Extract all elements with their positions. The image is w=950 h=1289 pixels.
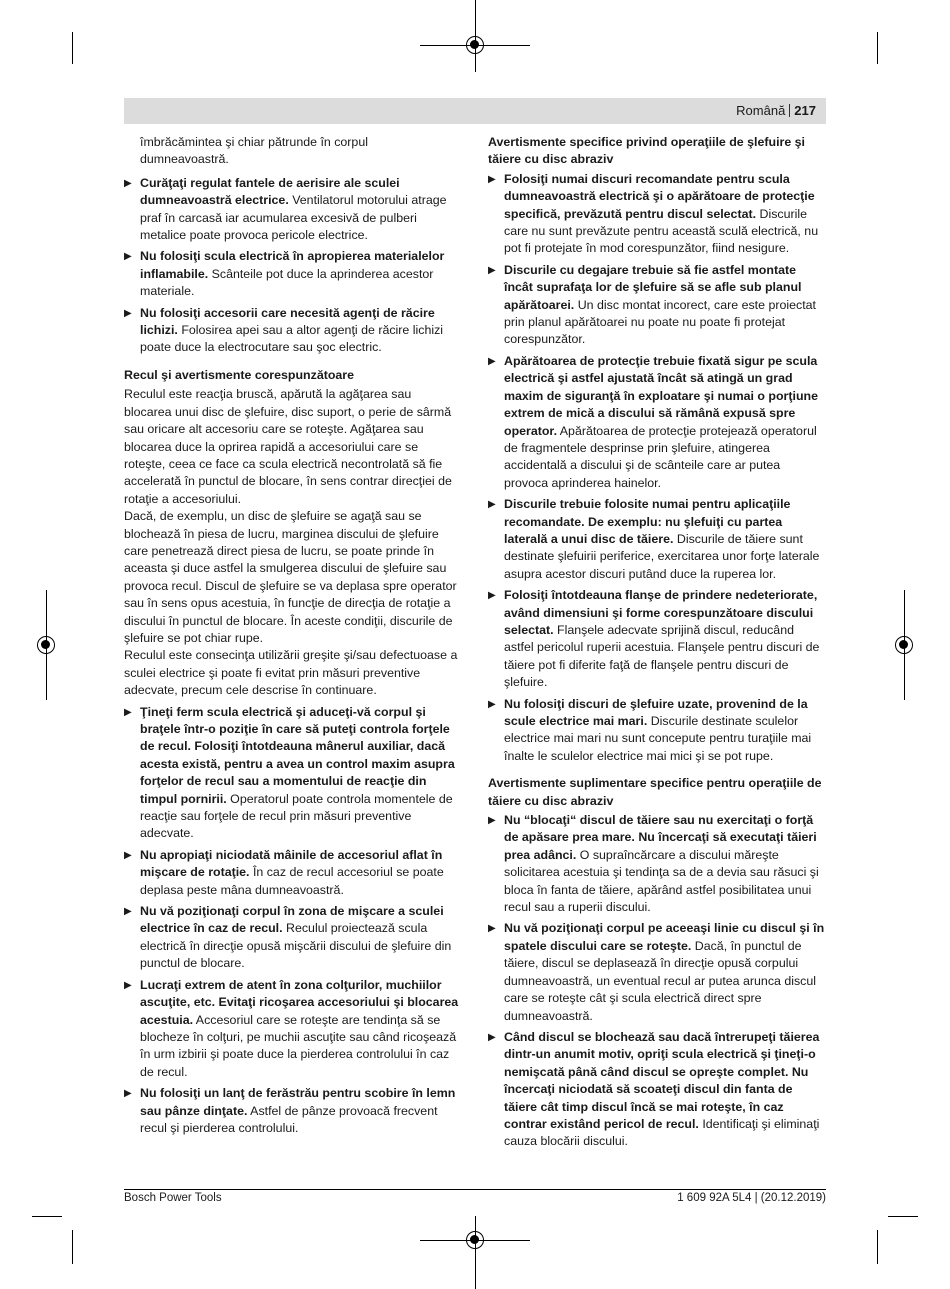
bullet-text: Dacă, în punctul de tăiere, discul se deplasează în direcţie opusă corpului dumneavoastră, un eventual recul ar putea arunca discul care se roteşte cât şi scula electrică direct spre dumneavoastră. <box>504 938 817 1023</box>
crop-mark <box>888 1216 918 1217</box>
paragraph: Reculul este reacţia bruscă, apărută la agăţarea sau blocarea unui disc de şlefuire, disc suport, o perie de sârmă sau oricare alt accesoriu care se roteşte. Agăţarea sau blocarea duce la oprirea rapidă a accesoriului care se roteşte, ceea ce face ca scula electrică necontrolată să fie accelerată în punctul de blocare, în sens contrar direcţiei de rotaţie a accesoriului. <box>124 387 452 506</box>
registration-mark-icon <box>37 636 55 654</box>
bullet-item <box>124 847 460 899</box>
bullet-list <box>124 175 460 357</box>
bullet-emphasis: Nu vă poziţionaţi corpul în zona de mişcare a sculei electrice în caz de recul. <box>140 904 444 936</box>
bullet-emphasis: Nu folosiţi accesorii care necesită agenţi de răcire lichizi. <box>140 305 435 338</box>
registration-mark-icon <box>466 36 484 54</box>
section-heading: Avertismente specifice privind operaţiile de şlefuire şi tăiere cu disc abraziv <box>488 135 805 167</box>
crop-mark <box>475 1216 476 1289</box>
bullet-emphasis: Nu folosiţi scula electrică în apropierea materialelor inflamabile. <box>140 249 445 281</box>
bullet-arrow-icon: ▶ <box>488 1031 496 1043</box>
bullet-item <box>124 175 460 245</box>
bullet-item <box>488 496 826 583</box>
bullet-emphasis: Nu folosiţi discuri de şlefuire uzate, provenind de la scule electrice mai mari. <box>504 696 808 728</box>
left-column <box>124 134 460 1141</box>
header-label <box>736 103 816 118</box>
bullet-arrow-icon: ▶ <box>488 264 496 276</box>
bullet-arrow-icon: ▶ <box>124 849 132 861</box>
bullet-item <box>488 353 826 492</box>
bullet-arrow-icon: ▶ <box>488 355 496 367</box>
crop-mark <box>72 32 73 64</box>
bullet-emphasis: Nu “blocaţi“ discul de tăiere sau nu exercitaţi o forţă de apăsare prea mare. Nu încercaţi să executaţi tăieri prea adânci. <box>504 813 817 862</box>
bullet-text: Identificaţi şi eliminaţi cauza blocării discului. <box>504 1116 820 1149</box>
bullet-item <box>124 903 460 973</box>
footer-divider <box>124 1189 826 1190</box>
bullet-arrow-icon: ▶ <box>488 173 496 185</box>
crop-mark <box>877 1230 878 1264</box>
bullet-emphasis: Folosiţi întotdeauna flanşe de prindere nedeteriorate, având dimensiuni şi forme corespunzătoare discului selectat. <box>504 588 818 637</box>
bullet-item <box>124 704 460 843</box>
bullet-item <box>488 920 826 1024</box>
bullet-arrow-icon: ▶ <box>124 906 132 918</box>
bullet-emphasis: Ţineţi ferm scula electrică şi aduceţi-vă corpul şi braţele într-o poziţie în care să puteţi controla forţele de recul. Folosiţi întotdeauna mânerul auxiliar, dacă acesta există, pentru a avea un control maxim asupra forţelor de recul sau a momentului de reacţie din timpul pornirii. <box>140 704 455 806</box>
bullet-emphasis: Apărătoarea de protecţie trebuie fixată sigur pe scula electrică şi astfel ajustată încât să atingă un grad maxim de siguranţă în exploatare şi numai o porţiune extrem de mică a discului să rămână expusă spre operator. <box>504 353 818 438</box>
bullet-arrow-icon: ▶ <box>124 706 132 718</box>
bullet-text: Reculul proiectează scula electrică în direcţie opusă mişcării discului de şlefuire din punctul de blocare. <box>140 921 452 971</box>
bullet-arrow-icon: ▶ <box>488 698 496 710</box>
bullet-arrow-icon: ▶ <box>124 251 132 263</box>
bullet-arrow-icon: ▶ <box>124 1088 132 1100</box>
bullet-list <box>124 704 460 1138</box>
bullet-item <box>124 305 460 357</box>
bullet-text: Apărătoarea de protecţie protejează operatorul de fragmentele desprinse prin şlefuire, atingerea accidentală a discului şi de scânteile care ar putea provoca aprinderea hainelor. <box>504 423 817 490</box>
bullet-emphasis: Când discul se blochează sau dacă întrerupeţi tăierea dintr-un anumit motiv, opriţi scula electrică şi ţineţi-o nemişcată până când discul se opreşte complet. Nu încercaţi niciodată să scoateţi discul din fanta de tăiere cât timp discul încă se mai roteşte, în caz contrar existând pericol de recul. <box>504 1029 820 1131</box>
bullet-item <box>124 1085 460 1137</box>
page-number: 217 <box>794 103 816 118</box>
bullet-text: Astfel de pânze provoacă frecvent recul şi pierderea controlului. <box>140 1103 438 1135</box>
bullet-text: În caz de recul accesoriul se poate deplasa peste mâna dumneavoastră. <box>140 865 444 897</box>
bullet-emphasis: Discurile cu degajare trebuie să fie astfel montate încât suprafaţa lor de şlefuire să se afle sub planul apărătoarei. <box>504 262 802 312</box>
paragraph: Dacă, de exemplu, un disc de şlefuire se agaţă sau se blochează în piesa de lucru, marginea discului de şlefuire care penetrează direct piesa de lucru, se poate prinde în aceasta şi duce astfel la smulgerea discului de şlefuire sau provoca recul. Discul de şlefuire se va deplasa spre operator sau în sens opus acestuia, în funcţie de direcţia de rotaţie a discului în punctul de blocare. În aceste condiţii, discurile de şlefuire se pot chiar rupe. <box>124 509 457 645</box>
bullet-text: Discurile care nu sunt prevăzute pentru această sculă electrică, nu pot fi protejate în mod corespunzător, fiind nesigure. <box>504 206 819 256</box>
bullet-item <box>488 171 826 258</box>
bullet-list <box>488 812 826 1151</box>
bullet-arrow-icon: ▶ <box>124 979 132 991</box>
bullet-text: Ventilatorul motorului atrage praf în carcasă iar acumularea excesivă de pulberi metalice poate provoca pericole electrice. <box>140 193 447 243</box>
registration-mark-icon <box>895 636 913 654</box>
bullet-text: Scânteile pot duce la aprinderea acestor materiale. <box>140 266 434 299</box>
bullet-emphasis: Nu folosiţi un lanţ de ferăstrău pentru scobire în lemn sau pânze dinţate. <box>140 1086 456 1118</box>
crop-mark <box>877 32 878 64</box>
bullet-text: Un disc montat incorect, care este proiectat prin planul apărătoarei nu poate nu poate fi protejat corespunzător. <box>504 297 816 347</box>
bullet-emphasis: Nu apropiaţi niciodată mâinile de accesoriul aflat în mişcare de rotaţie. <box>140 847 443 880</box>
bullet-item <box>488 1029 826 1151</box>
bullet-arrow-icon: ▶ <box>124 177 132 189</box>
crop-mark <box>72 1230 73 1264</box>
footer-brand: Bosch Power Tools <box>124 1192 222 1204</box>
bullet-arrow-icon: ▶ <box>124 307 132 319</box>
bullet-emphasis: Curăţaţi regulat fantele de aerisire ale sculei dumneavoastră electrice. <box>140 175 400 208</box>
registration-mark-icon <box>466 1231 484 1249</box>
bullet-emphasis: Lucraţi extrem de atent în zona colţurilor, muchiilor ascuţite, etc. Evitaţi ricoşarea accesoriului şi blocarea acestuia. <box>140 977 459 1027</box>
bullet-item <box>124 977 460 1081</box>
crop-mark <box>32 1216 62 1217</box>
bullet-item <box>488 587 826 691</box>
bullet-arrow-icon: ▶ <box>488 590 496 602</box>
bullet-emphasis: Discurile trebuie folosite numai pentru aplicaţiile recomandate. De exemplu: nu şlefuiţi cu partea laterală a unui disc de tăiere. <box>504 497 791 546</box>
bullet-text: Discurile de tăiere sunt destinate şlefuirii periferice, exercitarea unor forţe laterale asupra acestor discuri putând duce la ruperea lor. <box>504 531 820 581</box>
paragraph: Reculul este consecinţa utilizării greşite şi/sau defectuoase a sculei electrice şi poate fi evitat prin măsuri preventive adecvate, precum cele descrise în continuare. <box>124 648 458 698</box>
bullet-arrow-icon: ▶ <box>488 499 496 511</box>
bullet-emphasis: Folosiţi numai discuri recomandate pentru scula dumneavoastră electrică şi o apărătoare de protecţie specifică, prevăzută pentru discul selectat. <box>504 171 815 221</box>
bullet-text: Discurile destinate sculelor electrice mai mari nu sunt concepute pentru turaţiile mai înalte le sculelor electrice mai mici şi se pot rupe. <box>504 714 812 763</box>
bullet-arrow-icon: ▶ <box>488 923 496 935</box>
bullet-text: Folosirea apei sau a altor agenţi de răcire lichizi poate duce la electrocutare sau şoc electric. <box>140 323 444 355</box>
bullet-text: Accesoriul care se roteşte are tendinţa să se blocheze în colţuri, pe muchii ascuţite sau când ricoşează în urm izbirii şi poate duce la pierderea controlului în caz de recul. <box>140 1012 457 1079</box>
bullet-item <box>488 812 826 916</box>
bullet-item <box>488 696 826 766</box>
bullet-text: O supraîncărcare a discului măreşte solicitarea acestuia şi tendinţa sa de a devia sau răsuci şi bloca în fanta de tăiere, apărând astfel posibilitatea unui recul sau a ruperii discului. <box>504 847 819 915</box>
bullet-item <box>488 262 826 349</box>
bullet-text: Operatorul poate controla momentele de reacţie sau forţele de recul prin măsuri preventive adecvate. <box>140 791 453 841</box>
header-language: Română <box>736 103 786 118</box>
footer-doc-number: 1 609 92A 5L4 | (20.12.2019) <box>677 1192 826 1204</box>
bullet-emphasis: Nu vă poziţionaţi corpul pe aceeaşi linie cu discul şi în spatele discului care se roteşte. <box>504 921 825 953</box>
section-heading: Avertismente suplimentare specifice pentru operaţiile de tăiere cu disc abraziv <box>488 776 822 808</box>
page-header <box>124 98 826 124</box>
right-column <box>488 134 826 1155</box>
section-heading: Recul şi avertismente corespunzătoare <box>124 367 355 382</box>
bullet-text: Flanşele adecvate sprijină discul, reducând astfel pericolul ruperii acestuia. Flanşele pentru discuri de tăiere pot fi diferite faţă de flanşele pentru discuri de şlefuire. <box>504 622 820 690</box>
header-divider <box>789 104 790 117</box>
bullet-list <box>488 171 826 765</box>
bullet-arrow-icon: ▶ <box>488 815 496 827</box>
bullet-item <box>124 248 460 300</box>
continued-text: îmbrăcămintea şi chiar pătrunde în corpul dumneavoastră. <box>140 135 368 167</box>
